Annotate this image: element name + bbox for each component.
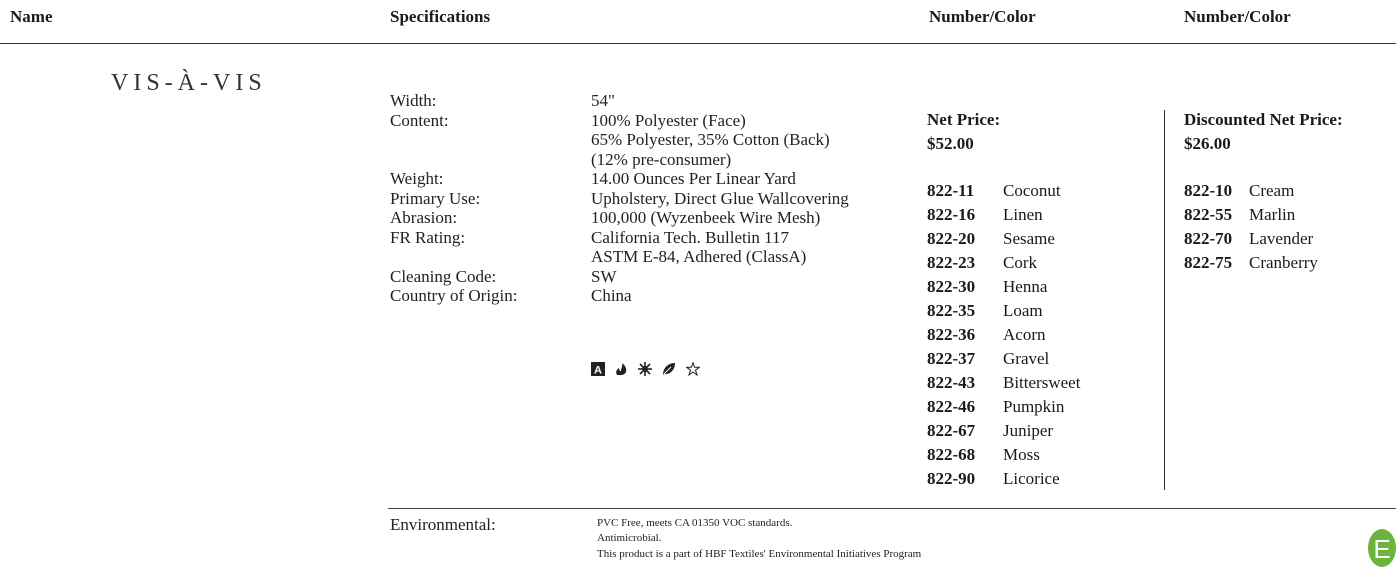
spec-value: 100,000 (Wyzenbeek Wire Mesh) bbox=[591, 208, 821, 227]
color-row bbox=[927, 275, 1047, 299]
color-row bbox=[927, 323, 1045, 347]
color-name: Pumpkin bbox=[1003, 397, 1065, 416]
spec-value: California Tech. Bulletin 117 bbox=[591, 227, 790, 247]
color-code: 822-70 bbox=[1184, 229, 1233, 248]
color-row bbox=[927, 443, 1040, 467]
spec-label: Content: bbox=[390, 110, 449, 130]
color-name: Cork bbox=[1003, 253, 1037, 272]
environmental-line: Antimicrobial. bbox=[597, 532, 662, 544]
column-header-number-color-1: Number/Color bbox=[929, 7, 1036, 26]
environmental-line: This product is a part of HBF Textiles' Environmental Initiatives Program bbox=[597, 548, 922, 560]
spec-value: 14.00 Ounces Per Linear Yard bbox=[591, 169, 796, 188]
environmental-label: Environmental: bbox=[390, 515, 496, 534]
spec-label: Cleaning Code: bbox=[390, 266, 497, 286]
color-name: Coconut bbox=[1003, 181, 1061, 200]
color-row bbox=[927, 227, 1055, 251]
environmental-logo bbox=[1364, 528, 1396, 568]
color-name: Moss bbox=[1003, 445, 1040, 464]
color-code: 822-67 bbox=[927, 421, 976, 440]
color-name: Bittersweet bbox=[1003, 373, 1081, 392]
spec-value: 54" bbox=[591, 91, 615, 110]
color-name: Juniper bbox=[1003, 421, 1054, 440]
color-name: Licorice bbox=[1003, 469, 1060, 488]
spec-value: (12% pre-consumer) bbox=[591, 149, 732, 169]
color-row bbox=[1184, 203, 1295, 227]
net-price-value: $52.00 bbox=[927, 134, 974, 153]
color-name: Cranberry bbox=[1249, 253, 1318, 272]
flame-icon bbox=[614, 362, 628, 376]
color-row bbox=[927, 251, 1037, 275]
color-name: Linen bbox=[1003, 205, 1043, 224]
color-code: 822-55 bbox=[1184, 205, 1233, 224]
color-name: Cream bbox=[1249, 181, 1295, 200]
color-name: Lavender bbox=[1249, 229, 1314, 248]
column-header-name: Name bbox=[10, 7, 53, 26]
spec-value: Upholstery, Direct Glue Wallcovering bbox=[591, 188, 849, 208]
discounted-price-value: $26.00 bbox=[1184, 134, 1231, 153]
color-name: Loam bbox=[1003, 301, 1043, 320]
net-price-label: Net Price: bbox=[927, 110, 1001, 129]
color-row bbox=[927, 179, 1061, 203]
color-row bbox=[927, 299, 1043, 323]
color-code: 822-75 bbox=[1184, 253, 1233, 272]
color-row bbox=[927, 419, 1053, 443]
spec-value: China bbox=[591, 286, 632, 305]
color-row bbox=[1184, 251, 1318, 275]
svg-text:A: A bbox=[594, 364, 602, 376]
color-code: 822-37 bbox=[927, 349, 976, 368]
abrasion-a-icon bbox=[591, 362, 605, 376]
color-name: Acorn bbox=[1003, 325, 1046, 344]
color-code: 822-35 bbox=[927, 301, 976, 320]
color-code: 822-10 bbox=[1184, 181, 1233, 200]
color-row bbox=[927, 467, 1060, 491]
spec-value: ASTM E-84, Adhered (ClassA) bbox=[591, 247, 807, 266]
color-row bbox=[927, 347, 1049, 371]
discounted-price-label: Discounted Net Price: bbox=[1184, 110, 1343, 129]
spec-value: 65% Polyester, 35% Cotton (Back) bbox=[591, 130, 830, 149]
color-row bbox=[927, 203, 1043, 227]
color-code: 822-30 bbox=[927, 277, 976, 296]
color-code: 822-20 bbox=[927, 229, 976, 248]
color-code: 822-16 bbox=[927, 205, 976, 224]
color-code: 822-11 bbox=[927, 181, 975, 200]
color-name: Marlin bbox=[1249, 205, 1296, 224]
spec-label: Abrasion: bbox=[390, 208, 458, 227]
column-header-specifications: Specifications bbox=[390, 7, 491, 26]
leaf-icon bbox=[662, 362, 676, 376]
spec-label: Weight: bbox=[390, 169, 444, 188]
color-row bbox=[1184, 227, 1313, 251]
spec-label: FR Rating: bbox=[390, 227, 466, 247]
spec-value: SW bbox=[591, 266, 617, 286]
color-row bbox=[927, 371, 1080, 395]
color-name: Henna bbox=[1003, 277, 1048, 296]
spec-label: Width: bbox=[390, 91, 437, 110]
product-name: VIS-À-VIS bbox=[111, 70, 267, 96]
color-code: 822-23 bbox=[927, 253, 976, 272]
header-rule bbox=[0, 43, 1396, 44]
sun-burst-icon bbox=[638, 362, 652, 376]
environmental-line: PVC Free, meets CA 01350 VOC standards. bbox=[597, 517, 793, 529]
color-row bbox=[1184, 179, 1294, 203]
column-header-number-color-2: Number/Color bbox=[1184, 7, 1291, 26]
column-divider bbox=[1164, 110, 1165, 490]
color-row bbox=[927, 395, 1064, 419]
color-code: 822-36 bbox=[927, 325, 976, 344]
color-code: 822-68 bbox=[927, 445, 976, 464]
environmental-logo-letter: E bbox=[1373, 534, 1391, 564]
spec-value: 100% Polyester (Face) bbox=[591, 110, 746, 130]
color-code: 822-43 bbox=[927, 373, 976, 392]
spec-label: Primary Use: bbox=[390, 188, 481, 208]
color-code: 822-46 bbox=[927, 397, 976, 416]
color-name: Gravel bbox=[1003, 349, 1050, 368]
color-name: Sesame bbox=[1003, 229, 1055, 248]
spec-label: Country of Origin: bbox=[390, 286, 518, 305]
star-icon bbox=[686, 362, 700, 376]
color-code: 822-90 bbox=[927, 469, 976, 488]
environmental-rule bbox=[388, 508, 1396, 509]
